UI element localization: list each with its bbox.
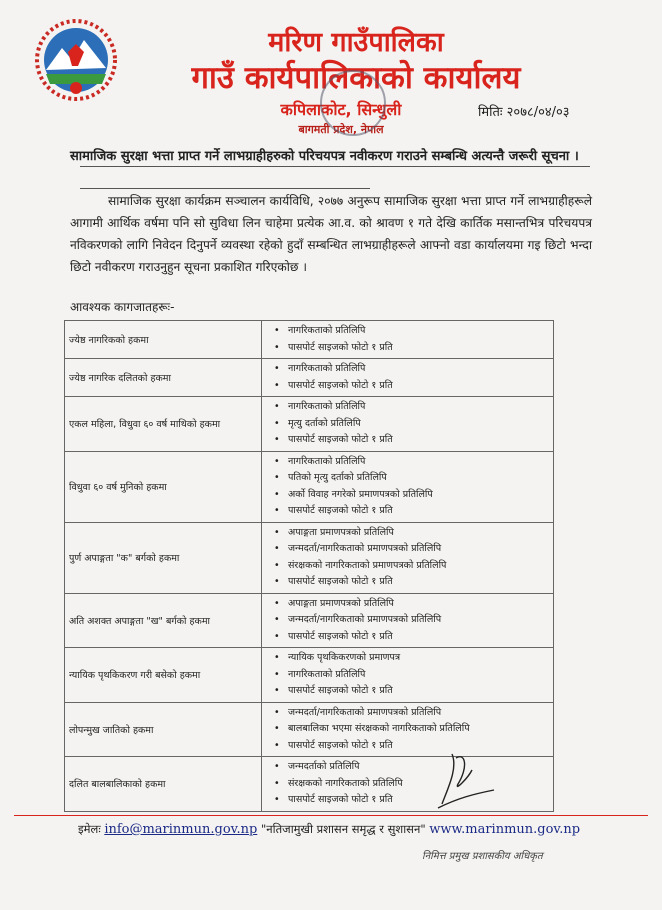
list-item: • संरक्षकको नागरिकताको प्रमाणपत्रको प्रतिलिपि (288, 558, 549, 575)
documents-cell (262, 522, 554, 593)
list-item: • जन्मदर्ता/नागरिकताको प्रमाणपत्रको प्रतिलिपि (288, 705, 549, 722)
documents-cell (262, 321, 554, 359)
signature (428, 748, 498, 818)
notice-subject: सामाजिक सुरक्षा भत्ता प्राप्त गर्ने लाभग्राहीहरुको परिचयपत्र नवीकरण गराउने सम्बन्धि अत्यन्तै जरूरी सूचना । (70, 149, 579, 164)
documents-list (266, 650, 549, 700)
table-row (65, 593, 554, 648)
list-item: • जन्मदर्ताको प्रतिलिपि (288, 759, 549, 776)
table-row (65, 522, 554, 593)
list-item: • पासपोर्ट साइजको फोटो १ प्रति (288, 629, 549, 646)
documents-cell (262, 757, 554, 812)
documents-list (266, 759, 549, 809)
category-cell: दलित बालबालिकाको हकमा (65, 757, 262, 812)
list-item: • पासपोर्ट साइजको फोटो १ प्रति (288, 340, 549, 357)
footer-divider (14, 815, 648, 816)
list-item: • पासपोर्ट साइजको फोटो १ प्रति (288, 792, 549, 809)
list-item: • अपाङ्गता प्रमाणपत्रको प्रतिलिपि (288, 525, 549, 542)
list-item: • नागरिकताको प्रतिलिपि (288, 667, 549, 684)
documents-cell (262, 359, 554, 397)
list-item: • नागरिकताको प्रतिलिपि (288, 399, 549, 416)
category-cell: अति अशक्त अपाङ्गता "ख" बर्गको हकमा (65, 593, 262, 648)
documents-cell (262, 648, 554, 703)
email-link[interactable]: info@marinmun.gov.np (104, 822, 258, 837)
category-cell: ज्येष्ठ नागरिक दलितको हकमा (65, 359, 262, 397)
list-item: • बालबालिका भएमा संरक्षकको नागरिकताको प्रतिलिपि (288, 721, 549, 738)
slogan: "नतिजामुखी प्रशासन समृद्ध र सुशासन" (260, 822, 426, 836)
documents-cell (262, 702, 554, 757)
list-item: • पतिको मृत्यु दर्ताको प्रतिलिपि (288, 470, 549, 487)
municipality-logo (32, 18, 120, 102)
notice-date: मितिः २०७८/०४/०३ (478, 105, 570, 120)
table-row (65, 648, 554, 703)
office-address: कपिलाकोट, सिन्धुली (280, 100, 402, 119)
documents-list (266, 705, 549, 755)
documents-list (266, 399, 549, 449)
required-docs-table (64, 320, 554, 812)
documents-list (266, 596, 549, 646)
list-item: • संरक्षकको नागरिकताको प्रतिलिपि (288, 776, 549, 793)
category-cell: ज्येष्ठ नागरिकको हकमा (65, 321, 262, 359)
list-item: • नागरिकताको प्रतिलिपि (288, 454, 549, 471)
category-cell: विधुवा ६० वर्ष मुनिको हकमा (65, 451, 262, 522)
documents-cell (262, 593, 554, 648)
list-item: • नागरिकताको प्रतिलिपि (288, 323, 549, 340)
documents-list (266, 361, 549, 394)
required-docs-label: आवश्यक कागजातहरूः- (70, 300, 175, 314)
category-cell: एकल महिला, विधुवा ६० वर्ष माथिको हकमा (65, 397, 262, 452)
documents-cell (262, 397, 554, 452)
list-item: • न्यायिक पृथकिकरणको प्रमाणपत्र (288, 650, 549, 667)
list-item: • पासपोर्ट साइजको फोटो १ प्रति (288, 432, 549, 449)
footer (78, 822, 580, 837)
office-stamp (320, 70, 386, 136)
list-item: • अर्को विवाह नगरेको प्रमाणपत्रको प्रतिलिपि (288, 487, 549, 504)
subject-underline (80, 166, 590, 167)
documents-list (266, 323, 549, 356)
list-item: • पासपोर्ट साइजको फोटो १ प्रति (288, 683, 549, 700)
documents-list (266, 454, 549, 520)
list-item: • जन्मदर्ता/नागरिकताको प्रमाणपत्रको प्रतिलिपि (288, 541, 549, 558)
notice-body: सामाजिक सुरक्षा कार्यक्रम सञ्चालन कार्यविधि, २०७७ अनुरूप सामाजिक सुरक्षा भत्ता प्राप्त गर्ने लाभग्राहीहरूले आगामी आर्थिक वर्षमा पनि सो सुविधा लिन चाहेमा प्रत्येक आ.व. को श्रावण १ गते देखि कार्तिक मसान्तभित्र परिचयपत्र नविकरणको लागि निवेदन दिनुपर्ने व्यवस्था रहेको हुदाँ सम्बन्धित लाभग्राहीहरूले आफ्नो वडा कार्यालयमा गइ छिटो भन्दा छिटो नवीकरण गराउनुहुन सूचना प्रकाशित गरिएकोछ । (70, 194, 592, 274)
documents-cell (262, 451, 554, 522)
table-row (65, 397, 554, 452)
list-item: • मृत्यु दर्ताको प्रतिलिपि (288, 416, 549, 433)
category-cell: लोपन्मुख जातिको हकमा (65, 702, 262, 757)
documents-list (266, 525, 549, 591)
list-item: • अपाङ्गता प्रमाणपत्रको प्रतिलिपि (288, 596, 549, 613)
website-link[interactable]: www.marinmun.gov.np (429, 822, 581, 837)
category-cell: पुर्ण अपाङ्गता "क" बर्गको हकमा (65, 522, 262, 593)
table-row (65, 321, 554, 359)
municipality-name: मरिण गाउँपालिका (268, 27, 444, 58)
list-item: • पासपोर्ट साइजको फोटो १ प्रति (288, 574, 549, 591)
list-item: • पासपोर्ट साइजको फोटो १ प्रति (288, 503, 549, 520)
category-cell: न्यायिक पृथकिकरण गरी बसेको हकमा (65, 648, 262, 703)
office-name: गाउँ कार्यपालिकाको कार्यालय (191, 60, 521, 96)
email-label: इमेलः (78, 822, 101, 836)
list-item: • पासपोर्ट साइजको फोटो १ प्रति (288, 738, 549, 755)
list-item: • जन्मदर्ता/नागरिकताको प्रमाणपत्रको प्रतिलिपि (288, 612, 549, 629)
table-row (65, 359, 554, 397)
table-row (65, 451, 554, 522)
list-item: • पासपोर्ट साइजको फोटो १ प्रति (288, 378, 549, 395)
signer-title: निमित्त प्रमुख प्रशासकीय अधिकृत (422, 851, 543, 862)
province-name: बागमती प्रदेश, नेपाल (298, 123, 384, 136)
subject-underline (80, 188, 370, 189)
list-item: • नागरिकताको प्रतिलिपि (288, 361, 549, 378)
